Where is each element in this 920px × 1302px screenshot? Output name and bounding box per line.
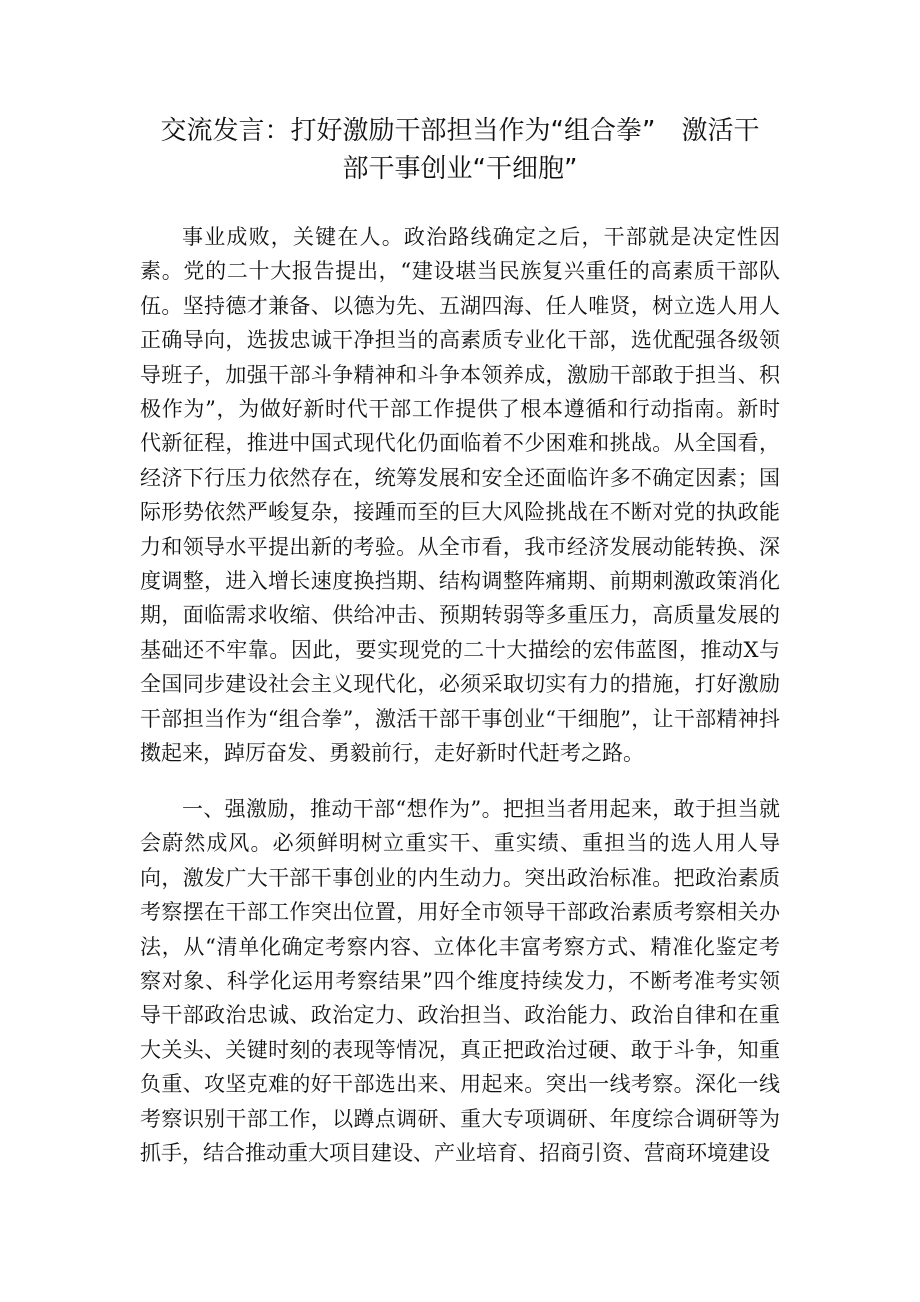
document-title (140, 112, 780, 188)
body-paragraph-2: 一、强激励，推动干部“想作为”。把担当者用起来，敢于担当就会蔚然成风。必须鲜明树立重实干、重实绩、重担当的选人用人导向，激发广大干部干事创业的内生动力。突出政治标准。把政治素质考察摆在干部工作突出位置，用好全市领导干部政治素质考察相关办法，从“清单化确定考察内容、立体化丰富考察方式、精准化鉴定考察对象、科学化运用考察结果”四个维度持续发力，不断考准考实领导干部政治忠诚、政治定力、政治担当、政治能力、政治自律和在重大关头、关键时刻的表现等情况，真正把政治过硬、敢于斗争，知重负重、攻坚克难的好干部选出来、用起来。突出一线考察。深化一线考察识别干部工作，以蹲点调研、重大专项调研、年度综合调研等为抓手，结合推动重大项目建设、产业培育、招商引资、营商环境建设 (140, 797, 780, 1166)
title-line-1: 交流发言：打好激励干部担当作为“组合拳” 激活干 (160, 116, 760, 146)
title-line-2: 部干事创业“干细胞” (342, 154, 578, 184)
body-paragraph-1: 事业成败，关键在人。政治路线确定之后，干部就是决定性因素。党的二十大报告提出，“建设堪当民族复兴重任的高素质干部队伍。坚持德才兼备、以德为先、五湖四海、任人唯贤，树立选人用人正确导向，选拔忠诚干净担当的高素质专业化干部，选优配强各级领导班子，加强干部斗争精神和斗争本领养成，激励干部敢于担当、积极作为”，为做好新时代干部工作提供了根本遵循和行动指南。新时代新征程，推进中国式现代化仍面临着不少困难和挑战。从全国看，经济下行压力依然存在，统筹发展和安全还面临许多不确定因素；国际形势依然严峻复杂，接踵而至的巨大风险挑战在不断对党的执政能力和领导水平提出新的考验。从全市看，我市经济发展动能转换、深度调整，进入增长速度换挡期、结构调整阵痛期、前期刺激政策消化期，面临需求收缩、供给冲击、预期转弱等多重压力，高质量发展的基础还不牢靠。因此，要实现党的二十大描绘的宏伟蓝图，推动X与全国同步建设社会主义现代化，必须采取切实有力的措施，打好激励干部担当作为“组合拳”，激活干部干事创业“干细胞”，让干部精神抖擞起来，踔厉奋发、勇毅前行，走好新时代赶考之路。 (140, 225, 780, 766)
